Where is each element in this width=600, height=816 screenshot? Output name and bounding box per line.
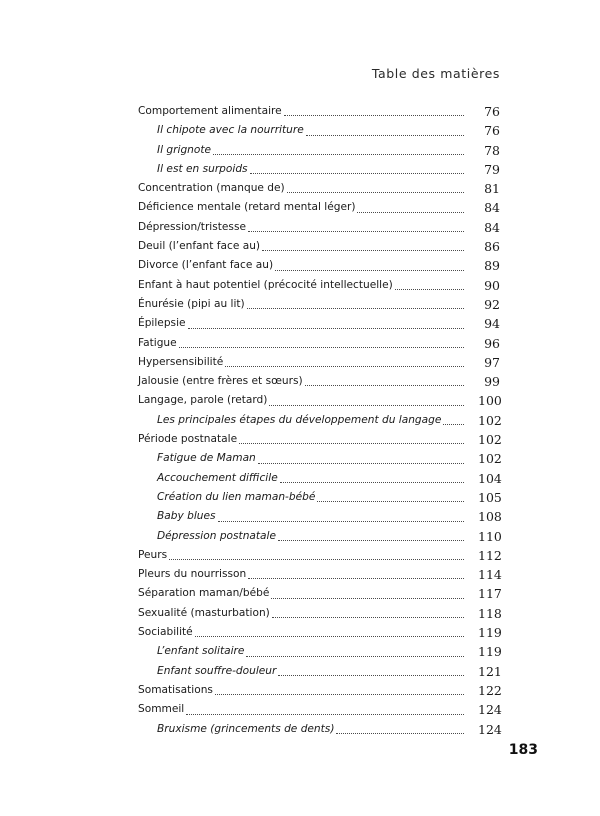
toc-dot-leader [275, 256, 464, 275]
toc-entry [138, 372, 500, 391]
toc-entry-page: 110 [478, 528, 502, 544]
toc-entry-page: 89 [484, 258, 500, 274]
toc-entry-label: Séparation maman/bébé [138, 587, 270, 600]
toc-entry-page: 102 [478, 451, 502, 467]
toc-entry-label: Dépression postnatale [157, 529, 277, 542]
toc-entry-page: 122 [478, 682, 502, 698]
toc-dot-leader [247, 295, 464, 314]
toc-entry-page: 104 [478, 470, 502, 486]
toc-entry-label: Accouchement difficile [157, 471, 278, 484]
toc-entry [138, 102, 500, 121]
toc-dot-leader [357, 198, 464, 217]
toc-entry-page: 94 [484, 316, 500, 332]
toc-entry-page: 90 [484, 277, 500, 293]
toc-entry-page: 119 [478, 644, 502, 660]
toc-entry-label: Somatisations [138, 683, 213, 696]
toc-entry-page: 100 [478, 393, 502, 409]
toc-dot-leader [186, 700, 464, 719]
toc-entry-page: 84 [484, 219, 500, 235]
toc-entry-label: Il est en surpoids [157, 162, 248, 175]
toc-entry-page: 76 [484, 104, 500, 119]
table-of-contents [138, 102, 500, 739]
toc-dot-leader [278, 527, 464, 546]
toc-entry-page: 102 [478, 432, 502, 448]
toc-entry-label: Fatigue de Maman [157, 452, 256, 465]
toc-entry-label: Dépression/tristesse [138, 220, 246, 233]
toc-entry-page: 102 [478, 412, 502, 428]
toc-dot-leader [271, 584, 464, 603]
toc-entry [138, 256, 500, 275]
toc-subentry [138, 507, 500, 526]
toc-dot-leader [395, 276, 464, 295]
toc-entry-label: Enfant à haut potentiel (précocité intellectuelle) [138, 278, 393, 291]
toc-entry [138, 237, 500, 256]
toc-entry-label: Sociabilité [138, 626, 193, 639]
toc-entry [138, 334, 500, 353]
toc-subentry [138, 642, 500, 661]
toc-entry [138, 546, 500, 565]
toc-entry [138, 179, 500, 198]
toc-dot-leader [280, 469, 464, 488]
toc-dot-leader [248, 218, 464, 237]
toc-subentry [138, 662, 500, 681]
toc-entry-label: Pleurs du nourrisson [138, 568, 247, 581]
toc-entry-page: 99 [484, 374, 500, 390]
toc-subentry [138, 411, 500, 430]
toc-entry-label: Sommeil [138, 703, 185, 716]
toc-entry-label: Deuil (l’enfant face au) [138, 240, 261, 253]
toc-entry-label: Période postnatale [138, 433, 238, 446]
toc-subentry [138, 449, 500, 468]
toc-entry [138, 681, 500, 700]
toc-entry-label: Enfant souffre-douleur [157, 664, 277, 677]
toc-dot-leader [306, 121, 464, 140]
toc-dot-leader [262, 237, 464, 256]
toc-entry-label: Concentration (manque de) [138, 182, 285, 195]
toc-dot-leader [213, 141, 464, 160]
toc-dot-leader [317, 488, 464, 507]
toc-entry-page: 124 [478, 702, 502, 718]
toc-entry-label: Jalousie (entre frères et sœurs) [138, 375, 303, 388]
toc-entry-page: 92 [484, 296, 500, 312]
toc-entry [138, 295, 500, 314]
toc-dot-leader [287, 179, 464, 198]
toc-entry-page: 121 [478, 663, 502, 679]
toc-subentry [138, 488, 500, 507]
toc-dot-leader [188, 314, 464, 333]
toc-entry-page: 97 [484, 354, 500, 370]
toc-entry-page: 96 [484, 335, 500, 351]
toc-entry-label: Création du lien maman-bébé [157, 490, 316, 503]
toc-entry-page: 108 [478, 509, 502, 525]
toc-entry-page: 117 [478, 586, 502, 602]
toc-entry-label: Épilepsie [138, 317, 186, 330]
toc-dot-leader [278, 662, 464, 681]
toc-subentry [138, 121, 500, 140]
toc-entry [138, 430, 500, 449]
running-header-title: Table des matières [371, 66, 500, 81]
toc-dot-leader [272, 604, 464, 623]
toc-dot-leader [169, 546, 464, 565]
toc-entry [138, 353, 500, 372]
toc-entry [138, 276, 500, 295]
toc-entry [138, 604, 500, 623]
toc-dot-leader [305, 372, 464, 391]
toc-entry-label: Déficience mentale (retard mental léger) [138, 201, 356, 214]
toc-dot-leader [284, 102, 464, 121]
toc-entry-page: 119 [478, 625, 502, 641]
toc-entry-label: Baby blues [157, 510, 216, 523]
toc-entry [138, 623, 500, 642]
toc-entry-page: 124 [478, 721, 502, 737]
toc-entry-label: Peurs [138, 548, 168, 561]
toc-dot-leader [246, 642, 464, 661]
toc-entry-page: 79 [484, 161, 500, 177]
toc-subentry [138, 469, 500, 488]
toc-entry [138, 584, 500, 603]
toc-entry [138, 314, 500, 333]
toc-entry-page: 78 [484, 142, 500, 158]
toc-entry-page: 81 [484, 181, 500, 197]
toc-dot-leader [248, 565, 464, 584]
toc-dot-leader [250, 160, 464, 179]
toc-entry-page: 86 [484, 239, 500, 255]
toc-dot-leader [239, 430, 464, 449]
toc-entry-label: Hypersensibilité [138, 355, 224, 368]
toc-dot-leader [179, 334, 464, 353]
toc-subentry [138, 720, 500, 739]
toc-dot-leader [258, 449, 464, 468]
toc-entry-page: 105 [478, 489, 502, 505]
toc-entry-label: Fatigue [138, 336, 177, 349]
toc-entry-label: Comportement alimentaire [138, 105, 282, 117]
toc-subentry [138, 160, 500, 179]
toc-dot-leader [269, 391, 464, 410]
toc-entry-label: Il grignote [157, 143, 212, 156]
toc-entry-page: 114 [478, 567, 502, 583]
toc-entry [138, 565, 500, 584]
toc-entry-label: Divorce (l’enfant face au) [138, 259, 274, 272]
toc-entry [138, 218, 500, 237]
toc-entry-label: L’enfant solitaire [157, 645, 245, 658]
toc-entry [138, 198, 500, 217]
toc-dot-leader [443, 411, 464, 430]
toc-dot-leader [218, 507, 464, 526]
toc-dot-leader [336, 720, 464, 739]
toc-entry-label: Il chipote avec la nourriture [157, 124, 304, 137]
toc-entry-page: 118 [478, 605, 502, 621]
toc-dot-leader [215, 681, 464, 700]
toc-entry-label: Énurésie (pipi au lit) [138, 297, 245, 310]
page-number: 183 [508, 742, 538, 758]
toc-entry-page: 76 [484, 123, 500, 139]
toc-dot-leader [225, 353, 464, 372]
toc-entry-label: Sexualité (masturbation) [138, 606, 270, 619]
toc-entry-page: 112 [478, 547, 502, 563]
toc-subentry [138, 527, 500, 546]
toc-entry-page: 84 [484, 200, 500, 216]
toc-entry-label: Langage, parole (retard) [138, 394, 268, 407]
toc-dot-leader [195, 623, 464, 642]
toc-entry [138, 700, 500, 719]
toc-entry [138, 391, 500, 410]
toc-entry-label: Bruxisme (grincements de dents) [157, 722, 335, 735]
toc-subentry [138, 141, 500, 160]
toc-entry-label: Les principales étapes du développement du langage [157, 413, 442, 426]
